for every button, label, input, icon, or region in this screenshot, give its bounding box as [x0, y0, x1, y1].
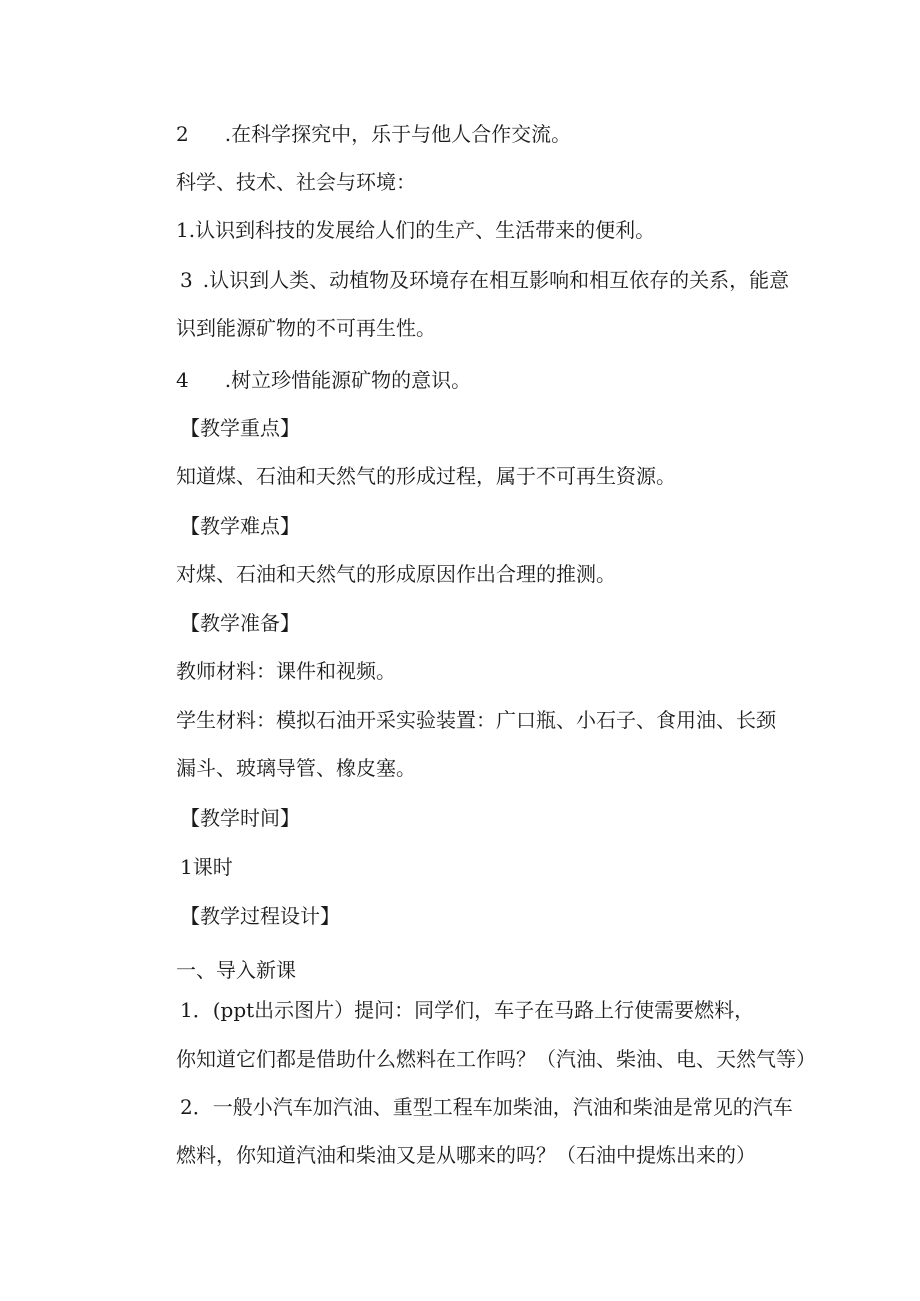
sts-item-3-line-2: 识到能源矿物的不可再生性。: [176, 316, 436, 340]
goal-2-number: 2: [176, 122, 189, 146]
preparation-heading: 【教学准备】: [180, 611, 300, 635]
student-materials-line-2: 漏斗、玻璃导管、橡皮塞。: [176, 756, 416, 780]
section-sts-heading: 科学、技术、社会与环境：: [176, 170, 416, 194]
step-2-line-2: 燃料，你知道汽油和柴油又是从哪来的吗？（石油中提炼出来的）: [176, 1143, 756, 1167]
key-points-text: 知道煤、石油和天然气的形成过程，属于不可再生资源。: [176, 464, 676, 488]
sts-item-1: 1.认识到科技的发展给人们的生产、生活带来的便利。: [176, 218, 656, 242]
key-points-heading: 【教学重点】: [180, 416, 300, 440]
part-1-heading: 一、导入新课: [176, 958, 296, 982]
student-materials-line-1: 学生材料：模拟石油开采实验装置：广口瓶、小石子、食用油、长颈: [176, 708, 776, 732]
sts-item-3-number: 3: [180, 268, 193, 292]
step-2-line-1: 2．一般小汽车加汽油、重型工程车加柴油，汽油和柴油是常见的汽车: [180, 1095, 793, 1119]
time-text: 1课时: [180, 855, 233, 879]
sts-item-4-text: .树立珍惜能源矿物的意识。: [224, 368, 472, 392]
sts-item-4-number: 4: [176, 368, 189, 392]
difficulty-heading: 【教学难点】: [180, 514, 300, 538]
teacher-materials: 教师材料：课件和视频。: [176, 659, 396, 683]
goal-2: [176, 122, 571, 146]
process-heading: 【教学过程设计】: [180, 904, 340, 928]
goal-2-text: .在科学探究中，乐于与他人合作交流。: [224, 122, 572, 146]
sts-item-3-line-1: [180, 268, 789, 292]
step-1-line-2: 你知道它们都是借助什么燃料在工作吗？（汽油、柴油、电、天然气等）: [176, 1047, 816, 1071]
step-1-line-1: 1．(ppt出示图片）提问：同学们，车子在马路上行使需要燃料，: [180, 998, 755, 1022]
difficulty-text: 对煤、石油和天然气的形成原因作出合理的推测。: [176, 562, 616, 586]
time-heading: 【教学时间】: [180, 806, 300, 830]
sts-item-3-text: .认识到人类、动植物及环境存在相互影响和相互依存的关系，能意: [202, 268, 790, 292]
sts-item-4: [176, 368, 471, 392]
